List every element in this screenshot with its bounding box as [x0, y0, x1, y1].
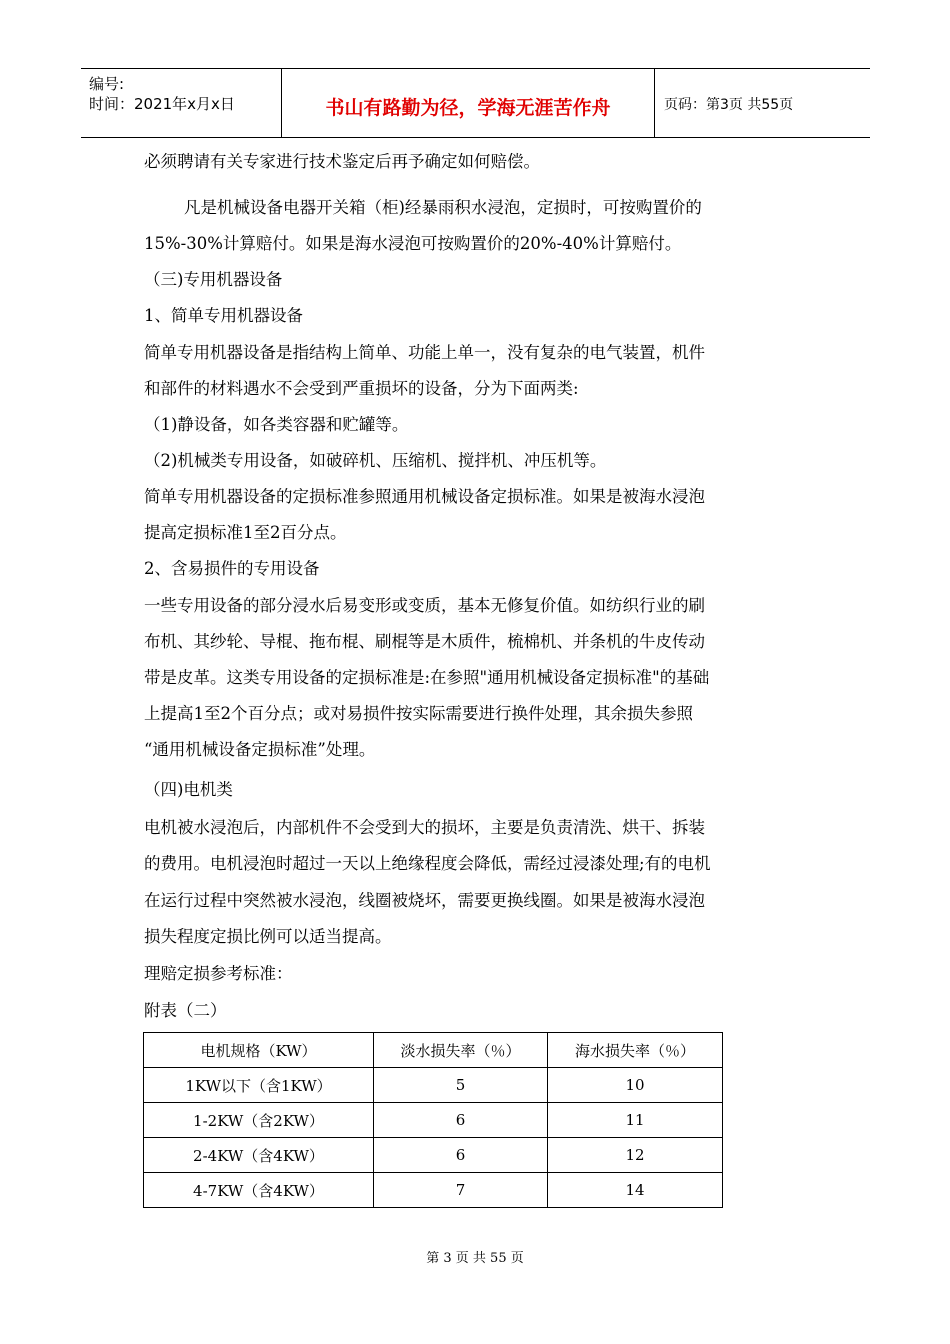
body-line: 简单专用机器设备是指结构上简单、功能上单一，没有复杂的电气装置，机件 [144, 343, 705, 362]
subsection-heading: 1、简单专用机器设备 [144, 306, 303, 325]
table-cell: 6 [374, 1103, 548, 1138]
body-line: 理赔定损参考标准： [144, 964, 293, 983]
table-cell: 2-4KW（含4KW） [144, 1138, 374, 1173]
body-line: 简单专用机器设备的定损标准参照通用机械设备定损标准。如果是被海水浸泡 [144, 487, 705, 506]
table-cell: 7 [374, 1173, 548, 1208]
motor-loss-rate-table [143, 1032, 723, 1208]
table-header-cell: 海水损失率（％） [548, 1033, 723, 1068]
body-line: 一些专用设备的部分浸水后易变形或变质，基本无修复价值。如纺织行业的刷 [144, 596, 705, 615]
header-left-cell [81, 69, 281, 137]
section-heading: （四)电机类 [144, 780, 233, 799]
table-cell: 12 [548, 1138, 723, 1173]
header-motto: 书山有路勤为径，学海无涯苦作舟 [325, 97, 611, 119]
document-header [81, 68, 870, 138]
document-code-label: 编号: [89, 75, 125, 93]
table-cell: 11 [548, 1103, 723, 1138]
body-line: 提高定损标准1至2百分点。 [144, 523, 347, 542]
table-header-cell: 电机规格（KW） [144, 1033, 374, 1068]
body-line: 带是皮革。这类专用设备的定损标准是:在参照"通用机械设备定损标准"的基础 [144, 668, 710, 687]
table-cell: 6 [374, 1138, 548, 1173]
table-header-row [144, 1033, 723, 1068]
subsection-heading: 2、含易损件的专用设备 [144, 559, 320, 578]
list-item: （2)机械类专用设备，如破碎机、压缩机、搅拌机、冲压机等。 [144, 451, 607, 470]
body-line: 15%-30%计算赔付。如果是海水浸泡可按购置价的20%-40%计算赔付。 [144, 234, 682, 253]
header-center-cell [281, 69, 655, 137]
section-heading: （三)专用机器设备 [144, 270, 283, 289]
body-line: 必须聘请有关专家进行技术鉴定后再予确定如何赔偿。 [144, 152, 540, 171]
table-cell: 4-7KW（含4KW） [144, 1173, 374, 1208]
body-line: 上提高1至2个百分点；或对易损件按实际需要进行换件处理，其余损失参照 [144, 704, 693, 723]
body-line: 在运行过程中突然被水浸泡，线圈被烧坏，需要更换线圈。如果是被海水浸泡 [144, 891, 705, 910]
table-cell: 1-2KW（含2KW） [144, 1103, 374, 1138]
table-caption: 附表（二） [144, 1001, 227, 1020]
table-cell: 14 [548, 1173, 723, 1208]
body-line: 布机、其纱轮、导棍、拖布棍、刷棍等是木质件，梳棉机、并条机的牛皮传动 [144, 632, 705, 651]
list-item: （1)静设备，如各类容器和贮罐等。 [144, 415, 409, 434]
table-header-cell: 淡水损失率（％） [374, 1033, 548, 1068]
body-line: 和部件的材料遇水不会受到严重损坏的设备，分为下面两类: [144, 379, 579, 398]
table-row [144, 1068, 723, 1103]
body-line: “通用机械设备定损标准”处理。 [144, 740, 376, 759]
table-row [144, 1103, 723, 1138]
body-line: 凡是机械设备电器开关箱（柜)经暴雨积水浸泡，定损时，可按购置价的 [184, 198, 702, 217]
table-row [144, 1138, 723, 1173]
table-cell: 10 [548, 1068, 723, 1103]
body-line: 损失程度定损比例可以适当提高。 [144, 927, 392, 946]
document-date: 时间：2021年x月x日 [89, 95, 235, 113]
body-line: 电机被水浸泡后，内部机件不会受到大的损坏，主要是负责清洗、烘干、拆装 [144, 818, 705, 837]
body-line: 的费用。电机浸泡时超过一天以上绝缘程度会降低，需经过浸漆处理;有的电机 [144, 854, 711, 873]
table-row [144, 1173, 723, 1208]
page-footer: 第 3 页 共 55 页 [426, 1251, 524, 1266]
table-cell: 5 [374, 1068, 548, 1103]
header-page-info: 页码：第3页 共55页 [664, 97, 794, 113]
header-right-cell [654, 69, 870, 137]
table-cell: 1KW以下（含1KW） [144, 1068, 374, 1103]
